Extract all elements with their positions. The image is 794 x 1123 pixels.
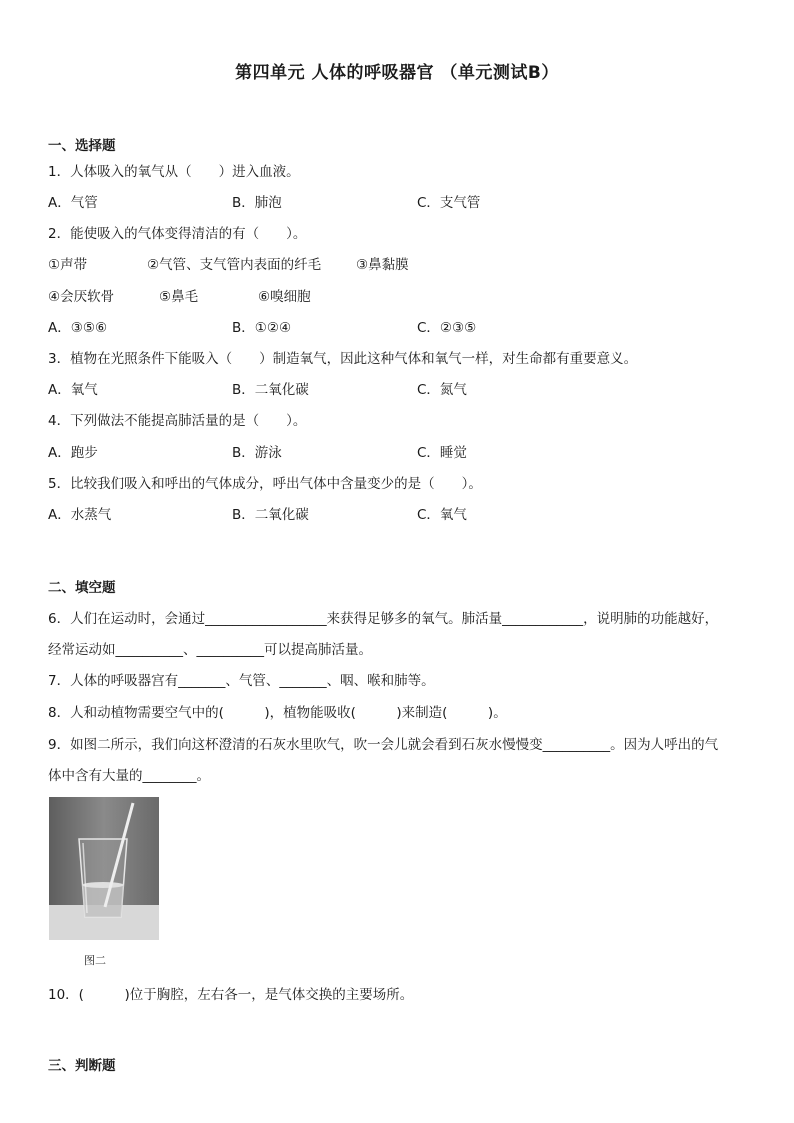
option-c: C．氮气 (417, 382, 467, 398)
option-c: C．氧气 (417, 507, 467, 523)
option-b: B．二氧化碳 (232, 382, 309, 398)
question-9-line-2: 体中含有大量的________。 (48, 768, 210, 784)
option-a: A．跑步 (48, 445, 98, 461)
question-3-stem: 3．植物在光照条件下能吸入（ ）制造氧气，因此这种气体和氧气一样，对生命都有重要意义。 (48, 351, 638, 367)
question-2-items-row-2 (48, 285, 748, 305)
question-3-options (48, 378, 748, 398)
option-a: A．氧气 (48, 382, 98, 398)
question-5-options (48, 503, 748, 523)
question-7: 7．人体的呼吸器宫有_______、气管、_______、咽、喉和肺等。 (48, 673, 435, 689)
question-2-options (48, 316, 748, 336)
section-heading-fill-in: 二、填空题 (48, 580, 116, 596)
item: ④会厌软骨 (48, 289, 115, 305)
question-2-stem: 2．能使吸入的气体变得清洁的有（ ）。 (48, 226, 307, 242)
question-10: 10．( )位于胸腔，左右各一，是气体交换的主要场所。 (48, 987, 414, 1003)
glass-with-straw-illustration (49, 797, 159, 940)
page-title: 第四单元 人体的呼吸器官 （单元测试B） (235, 63, 559, 83)
option-c: C．支气管 (417, 195, 481, 211)
item: ⑤鼻毛 (159, 289, 199, 305)
item: ⑥嗅细胞 (258, 289, 311, 305)
item: ①声带 (48, 257, 88, 273)
option-b: B．肺泡 (232, 195, 282, 211)
question-6-line-2: 经常运动如__________、__________可以提高肺活量。 (48, 642, 372, 658)
question-4-options (48, 441, 748, 461)
option-a: A．③⑤⑥ (48, 320, 108, 336)
section-heading-choice: 一、选择题 (48, 138, 116, 154)
question-6-line-1: 6．人们在运动时，会通过__________________来获得足够多的氧气。肺活量____________，说明肺的功能越好， (48, 611, 719, 627)
option-a: A．水蒸气 (48, 507, 112, 523)
question-2-items-row-1 (48, 253, 748, 273)
question-9-line-1: 9．如图二所示，我们向这杯澄清的石灰水里吹气，吹一会儿就会看到石灰水慢慢变__________。因为人呼出的气 (48, 737, 719, 753)
option-a: A．气管 (48, 195, 98, 211)
option-c: C．②③⑤ (417, 320, 477, 336)
option-b: B．二氧化碳 (232, 507, 309, 523)
question-1-stem: 1．人体吸入的氧气从（ ）进入血液。 (48, 164, 300, 180)
question-5-stem: 5．比较我们吸入和呼出的气体成分，呼出气体中含量变少的是（ ）。 (48, 476, 482, 492)
option-b: B．游泳 (232, 445, 282, 461)
option-c: C．睡觉 (417, 445, 467, 461)
figure-caption: 图二 (84, 954, 106, 967)
question-4-stem: 4．下列做法不能提高肺活量的是（ ）。 (48, 413, 307, 429)
option-b: B．①②④ (232, 320, 292, 336)
figure-glass-photo (49, 797, 159, 940)
section-heading-judgment: 三、判断题 (48, 1058, 116, 1074)
question-8: 8．人和动植物需要空气中的( )，植物能吸收( )来制造( )。 (48, 705, 507, 721)
question-1-options (48, 191, 748, 211)
item: ③鼻黏膜 (356, 257, 409, 273)
item: ②气管、支气管内表面的纤毛 (147, 257, 322, 273)
